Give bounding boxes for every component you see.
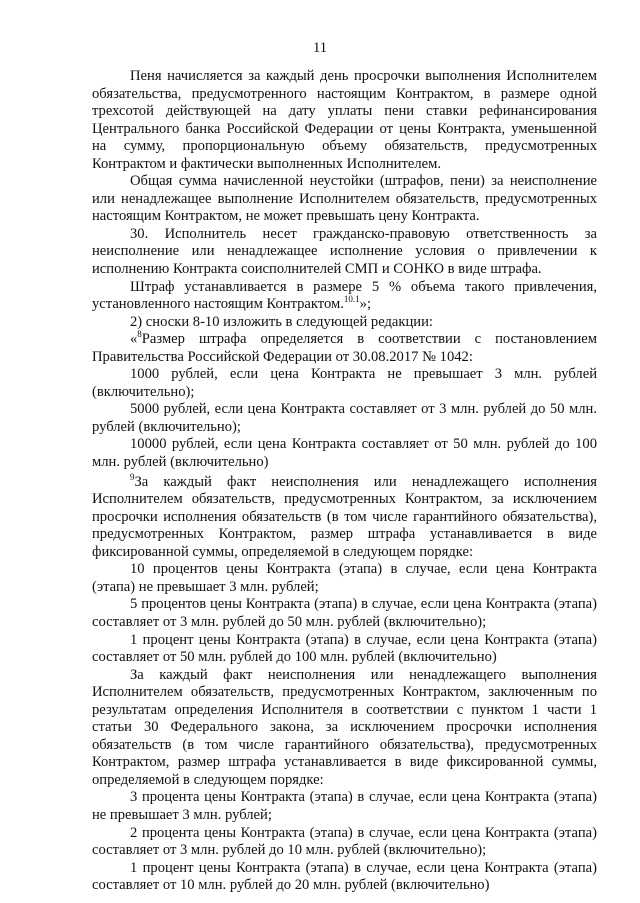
paragraph-text: 2 процента цены Контракта (этапа) в случае, если цена Контракта (этапа) составляет от 3 млн. рублей до 10 млн. рублей (включительно); <box>92 824 597 859</box>
fine-tier-5-percent <box>92 596 597 631</box>
paragraph-text: Штраф устанавливается в размере 5 % объема такого привлечения, установленного настоящим Контрактом. <box>92 278 597 313</box>
paragraph-fine-5-percent <box>92 279 597 314</box>
footnote-9 <box>92 471 597 562</box>
paragraph-text: 10000 рублей, если цена Контракта составляет от 50 млн. рублей до 100 млн. рублей (включительно) <box>92 436 597 471</box>
fine-tier-1-percent <box>92 632 597 667</box>
fine-tier-1000 <box>92 366 597 401</box>
paragraph-text: 3 процента цены Контракта (этапа) в случае, если цена Контракта (этапа) не превышает 3 млн. рублей; <box>92 789 597 823</box>
fine-tier-2-percent <box>92 825 597 860</box>
paragraph-total-penalty-limit <box>92 173 597 226</box>
paragraph-clause-30 <box>92 226 597 279</box>
footnote-ref: 10.1 <box>343 294 360 305</box>
paragraph-text: 5000 рублей, если цена Контракта составляет от 3 млн. рублей до 50 млн. рублей (включительно); <box>92 401 597 435</box>
document-body <box>92 68 597 895</box>
page-number: 11 <box>312 40 328 56</box>
paragraph-text: 2) сноски 8-10 изложить в следующей редакции: <box>130 313 433 330</box>
paragraph-text: 1 процент цены Контракта (этапа) в случае, если цена Контракта (этапа) составляет от 10 млн. рублей до 20 млн. рублей (включительно) <box>92 859 597 894</box>
fine-tier-10-percent <box>92 561 597 596</box>
paragraph-penalty-interest <box>92 68 597 173</box>
paragraph-text: Общая сумма начисленной неустойки (штрафов, пени) за неисполнение или ненадлежащее выполнение Исполнителем обязательств, предусмотренных настоящим Контрактом, не может превышать цену Контракта. <box>92 173 597 225</box>
paragraph-footnotes-intro <box>92 314 597 332</box>
paragraph-text: 1 процент цены Контракта (этапа) в случае, если цена Контракта (этапа) составляет от 50 млн. рублей до 100 млн. рублей (включительно) <box>92 631 597 666</box>
paragraph-text: За каждый факт неисполнения или ненадлежащего исполнения Исполнителем обязательств, предусмотренных Контрактом, за исключением просрочки исполнения обязательств (в том числе гарантийного обязательства), предусмотренных Контрактом, размер штрафа устанавливается в виде фиксированной суммы, определяемой в следующем порядке: <box>92 473 597 560</box>
footnote-marker: 9 <box>130 471 135 482</box>
paragraph-text: Пеня начисляется за каждый день просрочки выполнения Исполнителем обязательства, предусмотренного настоящим Контрактом, в размере одной трехсотой действующей на дату уплаты пени ставки рефинансирования Центрального банка Российской Федерации от цены Контракта, уменьшенной на сумму, пропорциональную объему обязательств, предусмотренных Контрактом и фактически выполненных Исполнителем. <box>92 68 597 172</box>
fine-tier-1-percent-smp <box>92 860 597 895</box>
quote-open: « <box>130 331 138 348</box>
paragraph-text: 30. Исполнитель несет гражданско-правовую ответственность за неисполнение или ненадлежащее исполнение условия о привлечении к исполнению Контракта соисполнителей СМП и СОНКО в виде штрафа. <box>92 225 597 278</box>
paragraph-smp-fines <box>92 667 597 790</box>
paragraph-text: 1000 рублей, если цена Контракта не превышает 3 млн. рублей (включительно); <box>92 366 597 400</box>
fine-tier-5000 <box>92 401 597 436</box>
footnote-8 <box>92 331 597 366</box>
paragraph-text: За каждый факт неисполнения или ненадлежащего выполнения Исполнителем обязательств, предусмотренных Контрактом, заключенным по результатам определения Исполнителя в соответствии с пунктом 1 части 1 статьи 30 Федерального закона, за исключением просрочки исполнения обязательств (в том числе гарантийного обязательства), предусмотренных Контрактом, размер штрафа устанавливается в виде фиксированной суммы, определяемой в следующем порядке: <box>92 666 597 788</box>
fine-tier-10000 <box>92 436 597 471</box>
paragraph-text: 10 процентов цены Контракта (этапа) в случае, если цена Контракта (этапа) не превышает 3 млн. рублей; <box>92 561 597 595</box>
paragraph-text: Размер штрафа определяется в соответствии с постановлением Правительства Российской Федерации от 30.08.2017 № 1042: <box>92 331 597 365</box>
paragraph-text: 5 процентов цены Контракта (этапа) в случае, если цена Контракта (этапа) составляет от 3 млн. рублей до 50 млн. рублей (включительно); <box>92 596 597 630</box>
fine-tier-3-percent <box>92 789 597 824</box>
footnote-marker: 8 <box>137 329 142 340</box>
paragraph-tail: »; <box>359 296 372 313</box>
